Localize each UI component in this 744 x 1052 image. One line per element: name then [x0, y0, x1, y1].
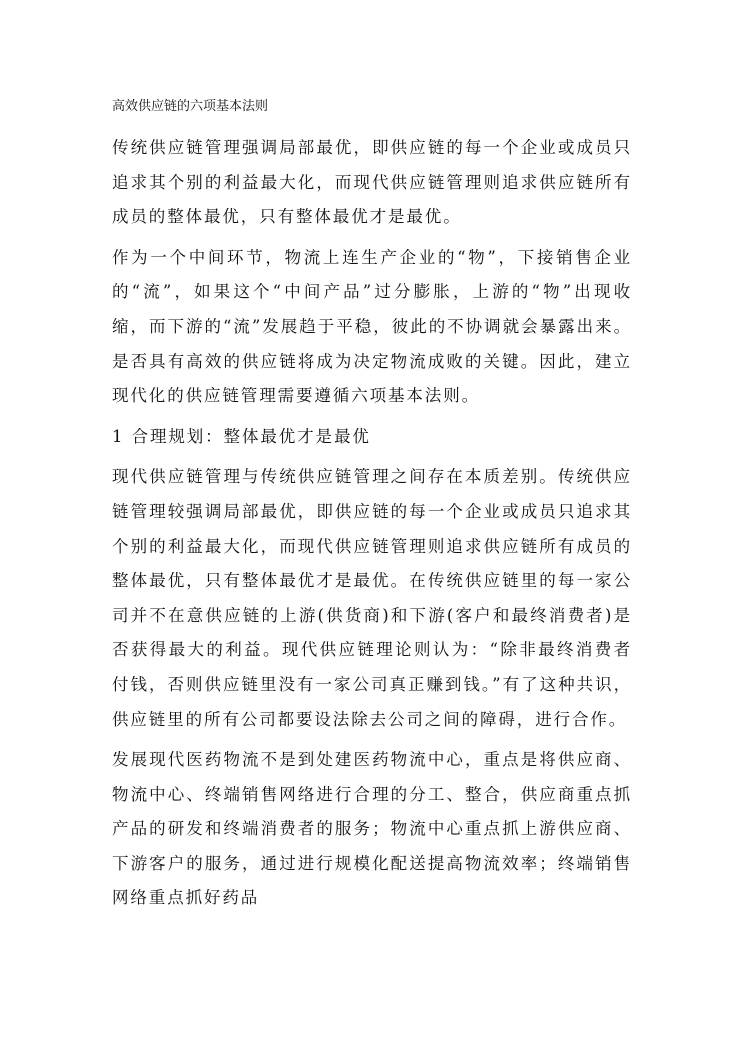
section-heading-1: 1 合理规划：整体最优才是最优	[112, 426, 371, 446]
paragraph-intro-1: 传统供应链管理强调局部最优，即供应链的每一个企业或成员只追求其个别的利益最大化，而现代供应链管理则追求供应链所有成员的整体最优，只有整体最优才是最优。	[112, 138, 632, 227]
section-1-paragraph-1: 现代供应链管理与传统供应链管理之间存在本质差别。传统供应链管理较强调局部最优，即供应链的每一个企业或成员只追求其个别的利益最大化，而现代供应链管理则追求供应链所有成员的整体最优，只有整体最优才是最优。在传统供应链里的每一家公司并不在意供应链的上游(供货商)和下游(客户和最终消费者)是否获得最大的利益。现代供应链理论则认为：“除非最终消费者付钱，否则供应链里没有一家公司真正赚到钱。”有了这种共识，供应链里的所有公司都要设法除去公司之间的障碍，进行合作。	[112, 467, 632, 729]
paragraph-intro-2: 作为一个中间环节，物流上连生产企业的“物”，下接销售企业的“流”，如果这个“中间产品”过分膨胀，上游的“物”出现收缩，而下游的“流”发展趋于平稳，彼此的不协调就会暴露出来。是否具有高效的供应链将成为决定物流成败的关键。因此，建立现代化的供应链管理需要遵循六项基本法则。	[112, 247, 632, 406]
document-title: 高效供应链的六项基本法则	[112, 99, 269, 114]
section-1-paragraph-2: 发展现代医药物流不是到处建医药物流中心，重点是将供应商、物流中心、终端销售网络进行合理的分工、整合，供应商重点抓产品的研发和终端消费者的服务；物流中心重点抓上游供应商、下游客户的服务，通过进行规模化配送提高物流效率；终端销售网络重点抓好药品	[112, 750, 632, 908]
